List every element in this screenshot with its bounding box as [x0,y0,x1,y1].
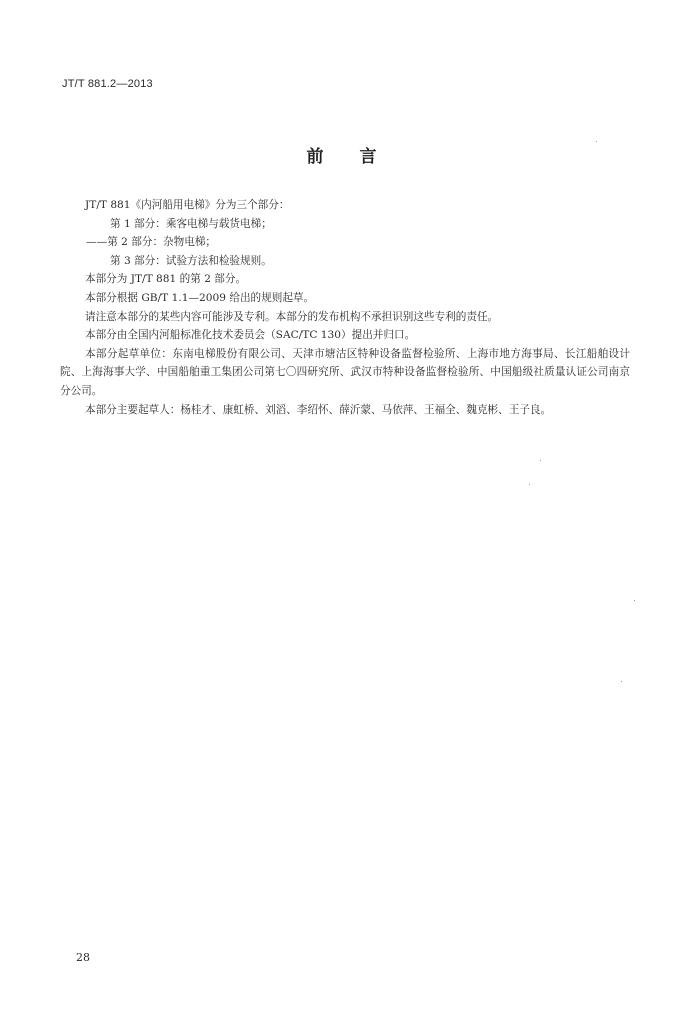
list-item-part-2: ——第 2 部分：杂物电梯； [86,236,217,249]
paragraph-drafting-units: 本部分起草单位：东南电梯股份有限公司、天津市塘沽区特种设备监督检验所、上海市地方海事局、长江船舶设计院、上海海事大学、中国船舶重工集团公司第七〇四研究所、武汉市特种设备监督检验所、中国船级社质量认证公司南京分公司。 [60,347,630,397]
standard-code-header: JT/T 881.2—2013 [62,78,153,90]
list-item-part-3: 第 3 部分：试验方法和检验规则。 [110,254,272,267]
paragraph-patent-notice: 请注意本部分的某些内容可能涉及专利。本部分的发布机构不承担识别这些专利的责任。 [85,310,499,323]
list-item-part-1: 第 1 部分：乘客电梯与载货电梯； [110,217,272,230]
paragraph-drafting-rules: 本部分根据 GB/T 1.1—2009 给出的规则起草。 [85,291,315,304]
scan-speck [596,141,597,142]
page-number: 28 [76,951,90,964]
page-title: 前言 [306,147,413,167]
scan-speck [634,600,635,601]
scan-speck [529,484,530,485]
paragraph-main-drafters: 本部分主要起草人：杨桂才、康虹桥、刘滔、李绍怀、薛沂蒙、马依萍、王福全、魏克彬、王子良。 [85,403,552,416]
scan-speck [621,681,622,682]
paragraph-parts-intro: JT/T 881《内河船用电梯》分为三个部分： [85,199,290,211]
scan-speck [540,460,541,461]
paragraph-this-part: 本部分为 JT/T 881 的第 2 部分。 [85,273,247,286]
foreword-body [60,196,630,419]
paragraph-proposed-by: 本部分由全国内河船标准化技术委员会（SAC/TC 130）提出并归口。 [85,329,416,342]
